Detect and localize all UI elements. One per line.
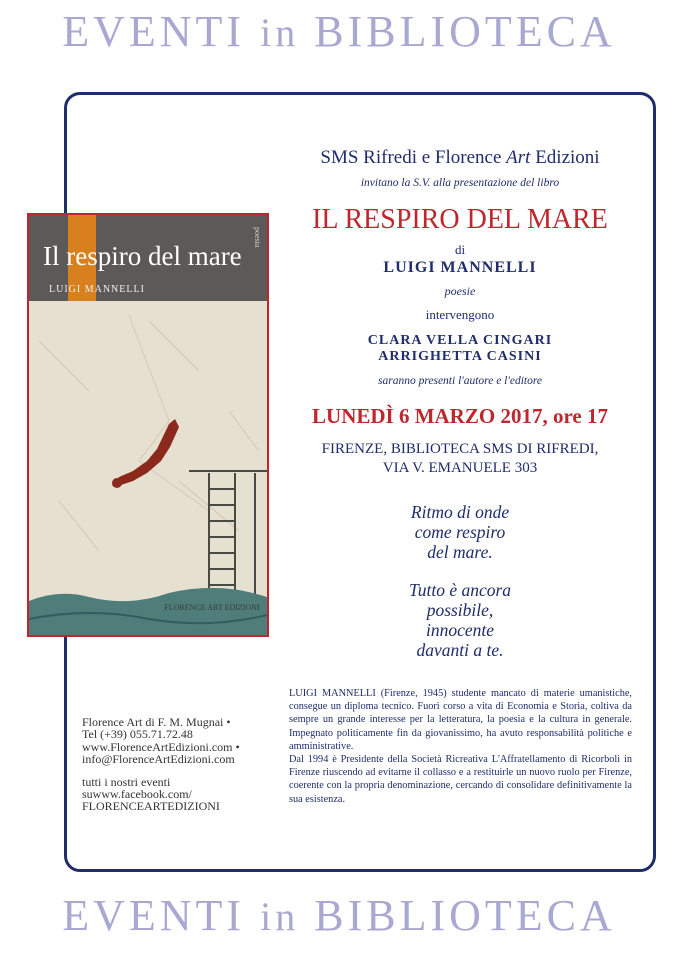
event-date: LUNEDÌ 6 MARZO 2017, ore 17 bbox=[312, 404, 608, 428]
facebook-page-name[interactable]: FLORENCEARTEDIZIONI bbox=[82, 799, 220, 814]
bio-paragraph: LUIGI MANNELLI (Firenze, 1945) studente mancato di materie umanistiche, consegue un diploma tecnico. Fuori corso a vita di Economia e Storia, coltiva da sempre un grande interesse per la letteratura, la poesia e la cultura in generale. Impegnato politicamente fin da giovanissimo, ha avuto responsabilità politiche e amministrative. bbox=[289, 688, 632, 752]
contact-email-link[interactable]: info@FlorenceArtEdizioni.com bbox=[82, 752, 235, 767]
publishers-suffix: Edizioni bbox=[530, 147, 600, 168]
poem-line: Tutto è ancora bbox=[408, 580, 512, 600]
cover-vertical-label: poesia bbox=[253, 227, 262, 248]
poem-line: possibile, bbox=[426, 600, 494, 620]
cover-publisher: FLORENCE ART EDIZIONI bbox=[164, 603, 260, 612]
poem-line: Ritmo di onde bbox=[410, 502, 510, 522]
speaker-name: ARRIGHETTA CASINI bbox=[378, 349, 542, 364]
diver-fresco-illustration bbox=[29, 301, 267, 637]
contact-website-link[interactable]: www.FlorenceArtEdizioni.com • bbox=[82, 739, 240, 754]
by-label: di bbox=[454, 242, 466, 257]
banner-top bbox=[0, 6, 678, 57]
venue-line-2: VIA V. EMANUELE 303 bbox=[382, 460, 538, 476]
venue-line-1: FIRENZE, BIBLIOTECA SMS DI RIFREDI, bbox=[321, 441, 599, 457]
publishers-prefix: SMS Rifredi e Florence bbox=[320, 147, 507, 168]
poem-stanza-2 bbox=[380, 580, 540, 660]
author-biography bbox=[289, 687, 632, 806]
contact-phone: Tel (+39) 055.71.72.48 bbox=[82, 727, 193, 742]
poem-line: del mare. bbox=[427, 542, 493, 562]
banner-word-eventi: EVENTI bbox=[62, 891, 246, 940]
invite-text: invitano la S.V. alla presentazione del libro bbox=[360, 177, 560, 189]
presence-note: saranno presenti l'autore e l'editore bbox=[378, 375, 542, 387]
banner-word-biblioteca: BIBLIOTECA bbox=[314, 891, 616, 940]
book-title: IL RESPIRO DEL MARE bbox=[312, 204, 608, 235]
publisher-contacts bbox=[82, 716, 240, 813]
speaker-name: CLARA VELLA CINGARI bbox=[367, 333, 553, 348]
banner-word-eventi: EVENTI bbox=[62, 7, 246, 56]
poem-line: innocente bbox=[425, 620, 495, 640]
events-label: tutti i nostri eventi bbox=[82, 774, 171, 789]
poem-line: davanti a te. bbox=[416, 640, 504, 660]
bio-paragraph: Dal 1994 è Presidente della Società Ricreativa L'Affratellamento di Ricorboli in Firenze riuscendo ad evitarne il collasso e a restituirle un nuovo ruolo per Firenze, coerente con la propria denominazione, cercando di consolidare definitivamente la sua esistenza. bbox=[289, 754, 632, 805]
publishers-art: Art bbox=[506, 147, 531, 168]
cover-title: Il respiro del mare bbox=[43, 241, 242, 271]
banner-word-biblioteca: BIBLIOTECA bbox=[314, 7, 616, 56]
genre-label: poesie bbox=[444, 284, 476, 298]
contact-company: Florence Art di F. M. Mugnai • bbox=[82, 715, 231, 729]
banner-word-in: in bbox=[260, 10, 300, 55]
speakers-label: intervengono bbox=[425, 307, 495, 322]
publishers-line bbox=[300, 147, 620, 169]
book-cover-image bbox=[27, 213, 269, 637]
cover-author: LUIGI MANNELLI bbox=[49, 284, 145, 295]
banner-word-in: in bbox=[260, 894, 300, 939]
banner-bottom bbox=[0, 890, 678, 941]
poem-line: come respiro bbox=[414, 522, 506, 542]
facebook-link[interactable]: suwww.facebook.com/ bbox=[82, 787, 192, 802]
poem-stanza-1 bbox=[380, 502, 540, 562]
author-name: LUIGI MANNELLI bbox=[383, 259, 537, 276]
